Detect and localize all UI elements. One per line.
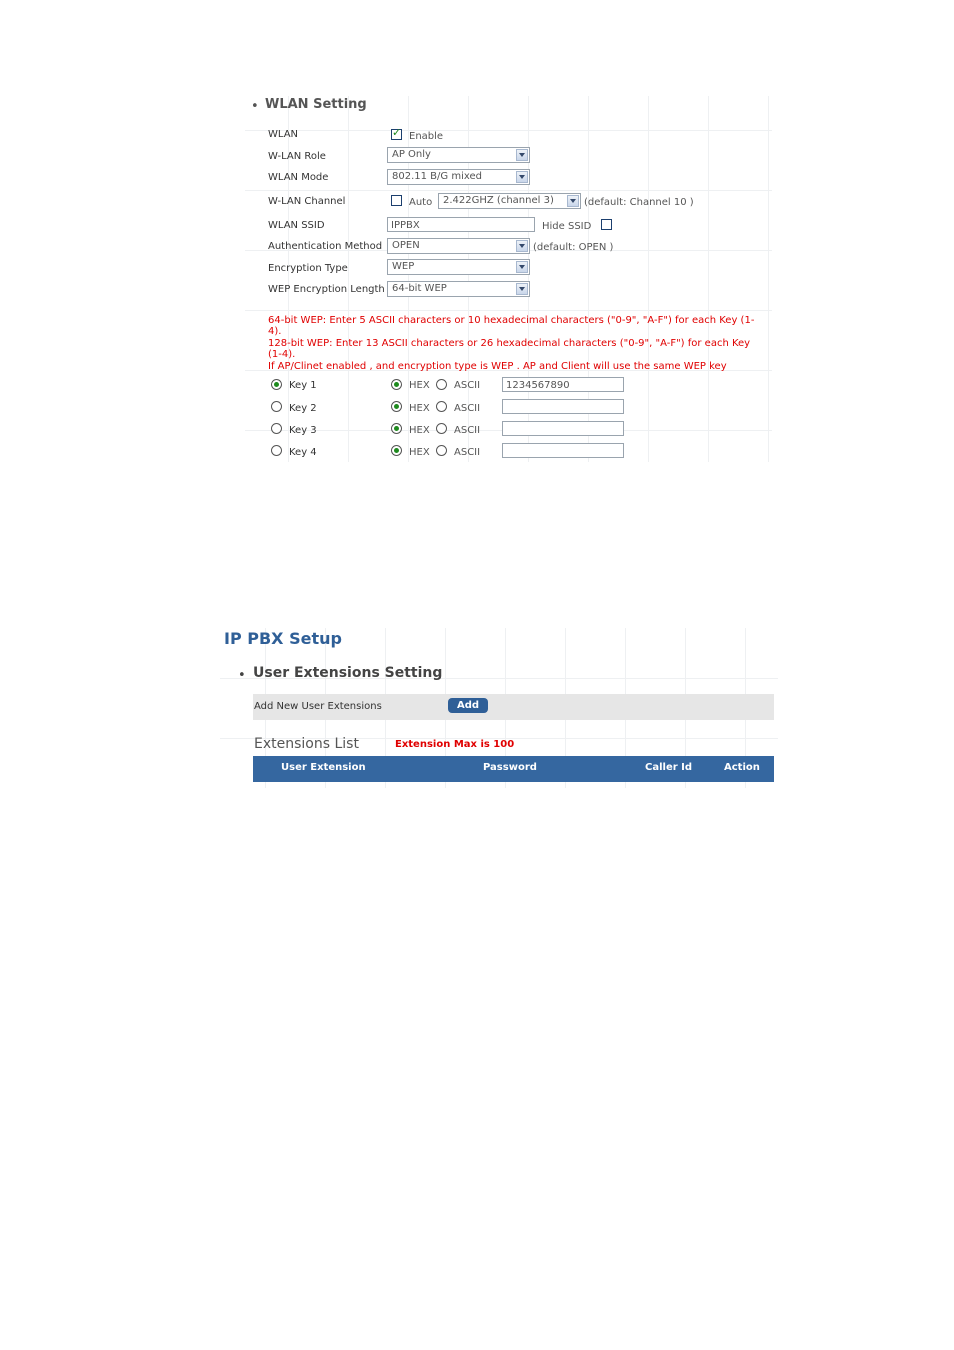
- hide-ssid-label: Hide SSID: [542, 221, 592, 232]
- wep-note-line: (1-4).: [268, 349, 296, 360]
- key1-input[interactable]: 1234567890: [502, 377, 624, 392]
- wlan-enable-checkbox[interactable]: [391, 129, 402, 140]
- wep-length-label: WEP Encryption Length: [268, 284, 385, 295]
- key3-ascii-label: ASCII: [454, 425, 481, 436]
- chevron-down-icon: [516, 171, 528, 183]
- key2-select-radio[interactable]: [271, 401, 282, 412]
- key1-hex-label: HEX: [409, 380, 430, 391]
- wlan-role-value: AP Only: [392, 149, 431, 160]
- encryption-type-value: WEP: [392, 261, 415, 272]
- key3-select-radio[interactable]: [271, 423, 282, 434]
- auth-default-text: (default: OPEN ): [533, 242, 614, 253]
- add-extension-button[interactable]: Add: [448, 698, 488, 713]
- key4-ascii-radio[interactable]: [436, 445, 447, 456]
- wlan-channel-select[interactable]: [438, 193, 581, 209]
- wlan-role-select[interactable]: [387, 147, 530, 163]
- hide-ssid-checkbox[interactable]: [601, 219, 612, 230]
- user-extensions-subtitle: User Extensions Setting: [253, 665, 443, 681]
- key3-hex-radio[interactable]: [391, 423, 402, 434]
- key3-hex-label: HEX: [409, 425, 430, 436]
- key1-ascii-radio[interactable]: [436, 379, 447, 390]
- column-header-caller-id[interactable]: Caller Id: [645, 762, 693, 773]
- key2-hex-radio[interactable]: [391, 401, 402, 412]
- chevron-down-icon: [516, 240, 528, 252]
- wlan-ssid-input[interactable]: IPPBX: [387, 217, 535, 232]
- wlan-role-label: W-LAN Role: [268, 151, 326, 162]
- wlan-channel-label: W-LAN Channel: [268, 196, 346, 207]
- extensions-list-title: Extensions List: [254, 736, 359, 752]
- column-header-user-extension[interactable]: User Extension: [281, 762, 366, 773]
- key4-input[interactable]: [502, 443, 624, 458]
- wep-note-line: 128-bit WEP: Enter 13 ASCII characters or 26 hexadecimal characters ("0-9", "A-F") for each Key: [268, 338, 751, 349]
- wlan-enable-label: Enable: [409, 131, 444, 142]
- key1-ascii-label: ASCII: [454, 380, 481, 391]
- encryption-type-select[interactable]: [387, 259, 530, 275]
- wlan-mode-value: 802.11 B/G mixed: [392, 171, 482, 182]
- key4-ascii-label: ASCII: [454, 447, 481, 458]
- wlan-channel-value: 2.422GHZ (channel 3): [443, 195, 554, 206]
- wep-note-line: 64-bit WEP: Enter 5 ASCII characters or 10 hexadecimal characters ("0-9", "A-F") for each Key (1-: [268, 315, 755, 326]
- key2-label: Key 2: [289, 403, 317, 414]
- key3-ascii-radio[interactable]: [436, 423, 447, 434]
- wep-note-line: If AP/Clinet enabled , and encryption type is WEP . AP and Client will use the same WEP key: [268, 361, 727, 372]
- channel-auto-checkbox[interactable]: [391, 195, 402, 206]
- pbx-page-title: IP PBX Setup: [224, 629, 342, 648]
- wep-note-line: 4).: [268, 326, 282, 337]
- key4-hex-radio[interactable]: [391, 445, 402, 456]
- add-extension-label: Add New User Extensions: [254, 701, 382, 712]
- auth-method-label: Authentication Method: [268, 241, 383, 252]
- chevron-down-icon: [516, 261, 528, 273]
- auth-method-select[interactable]: [387, 238, 530, 254]
- wep-length-value: 64-bit WEP: [392, 283, 447, 294]
- wlan-setting-title: WLAN Setting: [265, 97, 367, 112]
- key4-label: Key 4: [289, 447, 317, 458]
- auth-method-value: OPEN: [392, 240, 420, 251]
- key4-select-radio[interactable]: [271, 445, 282, 456]
- key1-hex-radio[interactable]: [391, 379, 402, 390]
- encryption-type-label: Encryption Type: [268, 263, 348, 274]
- chevron-down-icon: [567, 195, 579, 207]
- extension-max-text: Extension Max is 100: [395, 739, 515, 750]
- wlan-ssid-label: WLAN SSID: [268, 220, 325, 231]
- key2-hex-label: HEX: [409, 403, 430, 414]
- wlan-mode-select[interactable]: [387, 169, 530, 185]
- channel-default-text: (default: Channel 10 ): [584, 197, 694, 208]
- column-header-action[interactable]: Action: [724, 762, 760, 773]
- key1-select-radio[interactable]: [271, 379, 282, 390]
- key4-hex-label: HEX: [409, 447, 430, 458]
- column-header-password[interactable]: Password: [483, 762, 537, 773]
- key3-input[interactable]: [502, 421, 624, 436]
- chevron-down-icon: [516, 149, 528, 161]
- wep-length-select[interactable]: [387, 281, 530, 297]
- section-bullet: •: [238, 668, 246, 683]
- key1-label: Key 1: [289, 380, 317, 391]
- chevron-down-icon: [516, 283, 528, 295]
- key3-label: Key 3: [289, 425, 317, 436]
- key2-input[interactable]: [502, 399, 624, 414]
- channel-auto-label: Auto: [409, 197, 433, 208]
- section-bullet: •: [251, 99, 259, 114]
- key2-ascii-label: ASCII: [454, 403, 481, 414]
- wlan-label: WLAN: [268, 129, 299, 140]
- wlan-mode-label: WLAN Mode: [268, 172, 329, 183]
- key2-ascii-radio[interactable]: [436, 401, 447, 412]
